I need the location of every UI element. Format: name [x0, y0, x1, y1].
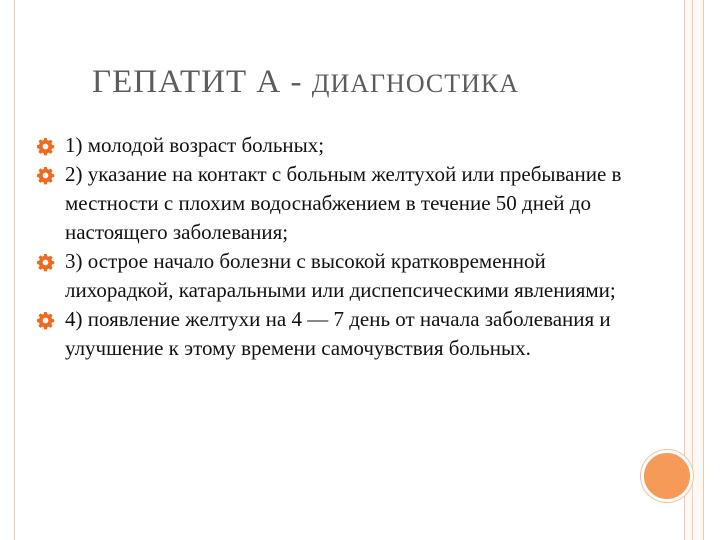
- list-item: [36, 305, 636, 363]
- title-part2: ДИАГНОСТИКА: [311, 69, 520, 98]
- gear-icon: [36, 137, 55, 156]
- left-frame-line: [14, 0, 15, 540]
- right-decorative-line: [692, 0, 693, 540]
- decorative-circle: [641, 450, 693, 502]
- item-text: 4) появление желтухи на 4 — 7 день от начала заболевания и улучшение к этому времени самочувствия больных.: [65, 307, 611, 360]
- gear-icon: [36, 311, 55, 330]
- bullet-list: [36, 131, 636, 363]
- title-part1: ГЕПАТИТ А -: [92, 64, 303, 100]
- gear-icon: [36, 166, 55, 185]
- list-item: [36, 247, 636, 305]
- item-text: 3) острое начало болезни с высокой кратковременной лихорадкой, катаральными или диспепсическими явлениями;: [65, 249, 616, 302]
- list-item: [36, 131, 636, 160]
- slide-title: [92, 64, 519, 101]
- list-item: [36, 160, 636, 247]
- item-text: 1) молодой возраст больных;: [65, 133, 325, 157]
- gear-icon: [36, 253, 55, 272]
- item-text: 2) указание на контакт с больным желтухой или пребывание в местности с плохим водоснабжением в течение 50 дней до настоящего заболевания;: [65, 162, 622, 244]
